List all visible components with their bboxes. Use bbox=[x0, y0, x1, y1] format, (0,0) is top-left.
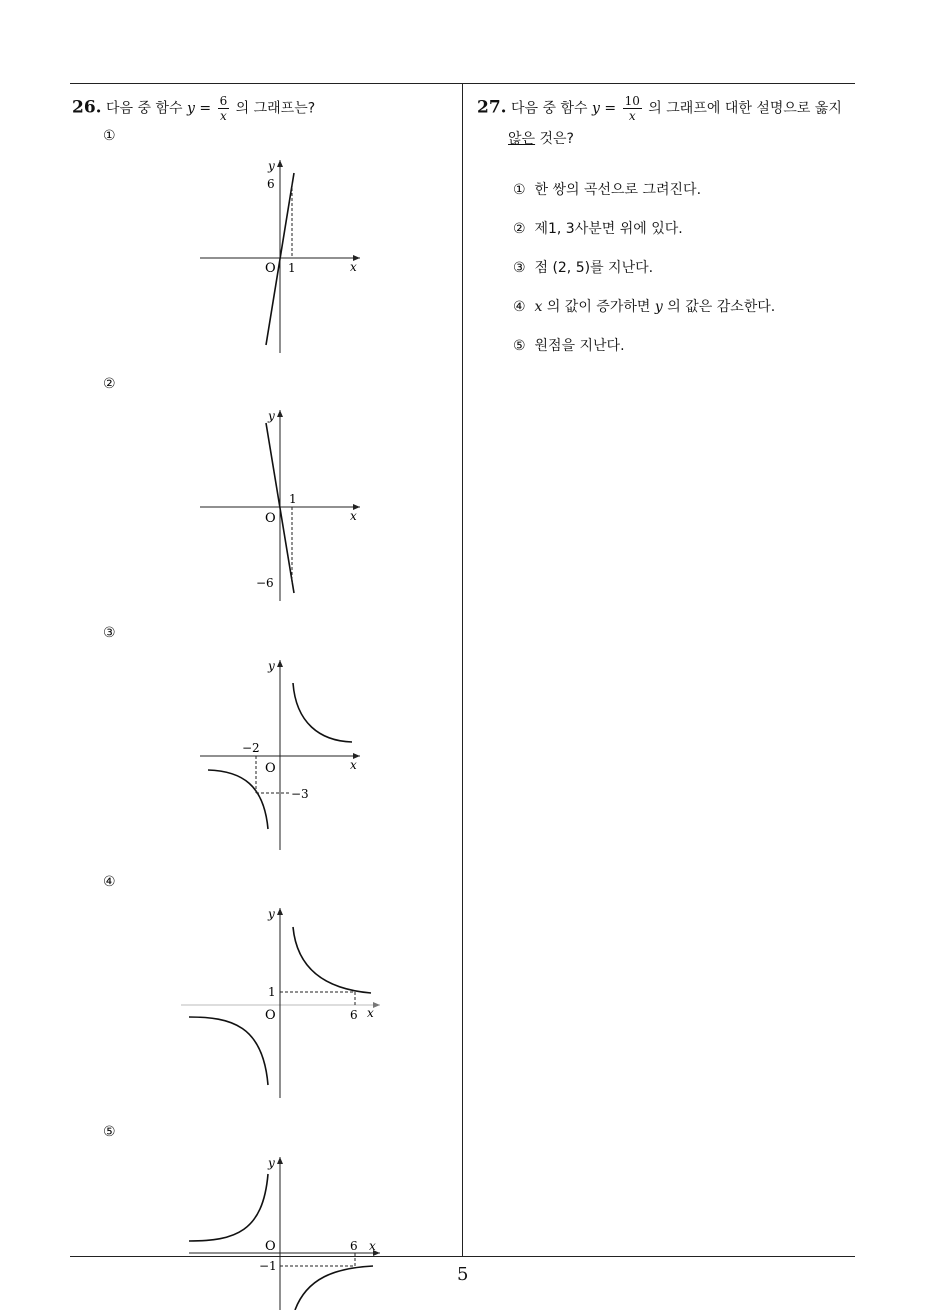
q26-option2-marker: ② bbox=[103, 376, 116, 392]
q26-option4-marker: ④ bbox=[103, 874, 116, 890]
q27-frac-den: x bbox=[628, 109, 636, 123]
option-marker: ⑤ bbox=[513, 338, 526, 354]
y-axis-label: y bbox=[268, 1156, 275, 1170]
option-marker: ② bbox=[513, 221, 526, 237]
x-tick-1: 1 bbox=[289, 492, 297, 506]
x-axis-label: x bbox=[367, 1006, 374, 1020]
q27-fraction bbox=[623, 94, 642, 123]
option-text: 원점을 지난다. bbox=[534, 338, 625, 354]
q26-option2-graph bbox=[190, 405, 370, 605]
q26-y-eq: y = bbox=[187, 100, 212, 117]
x-axis-label: x bbox=[350, 758, 357, 772]
y-tick-1: 1 bbox=[268, 985, 276, 999]
option-var-x: x bbox=[534, 299, 543, 315]
q26-number: 26. bbox=[72, 97, 102, 118]
option-marker: ④ bbox=[513, 299, 526, 315]
y-axis-label: y bbox=[268, 907, 275, 921]
q27-option4 bbox=[513, 296, 775, 316]
q27-header-line2 bbox=[508, 128, 574, 148]
q26-option4-graph bbox=[175, 903, 385, 1103]
option-text: 제1, 3사분면 위에 있다. bbox=[534, 221, 683, 237]
q26-text-after: 의 그래프는? bbox=[235, 100, 316, 117]
q27-option2 bbox=[513, 218, 683, 238]
origin-label: O bbox=[265, 511, 276, 526]
option-var-y: y bbox=[654, 299, 663, 315]
option-text-end: 의 값은 감소한다. bbox=[662, 299, 776, 315]
q27-text-after: 의 그래프에 대한 설명으로 옳지 bbox=[648, 100, 842, 117]
x-axis-label: x bbox=[369, 1239, 376, 1253]
x-tick-neg2: −2 bbox=[242, 741, 260, 755]
q26-fraction bbox=[218, 94, 230, 123]
option-marker: ③ bbox=[513, 260, 526, 276]
q26-header bbox=[72, 94, 315, 123]
origin-label: O bbox=[265, 761, 276, 776]
q27-number: 27. bbox=[477, 97, 507, 118]
column-divider bbox=[462, 83, 463, 1257]
q27-frac-num: 10 bbox=[624, 94, 640, 108]
q26-option5-graph bbox=[175, 1152, 385, 1310]
y-tick-6: 6 bbox=[267, 177, 275, 191]
q26-frac-num: 6 bbox=[219, 94, 228, 108]
option-text-mid: 의 값이 증가하면 bbox=[542, 299, 655, 315]
q27-header bbox=[477, 94, 842, 123]
y-axis-label: y bbox=[268, 659, 275, 673]
q26-option3-marker: ③ bbox=[103, 625, 116, 641]
q26-text-before: 다음 중 함수 bbox=[106, 100, 183, 117]
origin-label: O bbox=[265, 261, 276, 276]
q26-option1-marker: ① bbox=[103, 128, 116, 144]
y-tick-neg3: −3 bbox=[291, 787, 309, 801]
q27-option5 bbox=[513, 335, 625, 355]
x-axis-label: x bbox=[350, 260, 357, 274]
page-number: 5 bbox=[457, 1264, 469, 1285]
origin-label: O bbox=[265, 1008, 276, 1023]
x-axis-label: x bbox=[350, 509, 357, 523]
x-tick-6: 6 bbox=[350, 1008, 358, 1022]
y-axis-label: y bbox=[268, 159, 275, 173]
option-text: 점 (2, 5)를 지난다. bbox=[534, 260, 654, 276]
q27-option3 bbox=[513, 257, 653, 277]
y-axis-label: y bbox=[268, 409, 275, 423]
origin-label: O bbox=[265, 1239, 276, 1254]
option-text: 한 쌍의 곡선으로 그려진다. bbox=[534, 182, 702, 198]
option-marker: ① bbox=[513, 182, 526, 198]
x-tick-1: 1 bbox=[288, 261, 296, 275]
q27-underlined-word: 않은 bbox=[508, 131, 536, 147]
q26-option5-marker: ⑤ bbox=[103, 1124, 116, 1140]
q27-y-eq: y = bbox=[592, 100, 617, 117]
q26-frac-den: x bbox=[219, 109, 227, 123]
q27-option1 bbox=[513, 179, 701, 199]
y-tick-neg1: −1 bbox=[259, 1259, 277, 1273]
q27-text-before: 다음 중 함수 bbox=[511, 100, 588, 117]
q26-option1-graph bbox=[190, 155, 370, 360]
q26-option3-graph bbox=[190, 655, 370, 855]
y-tick-neg6: −6 bbox=[256, 576, 274, 590]
q27-line2-rest: 것은? bbox=[535, 131, 574, 147]
x-tick-6: 6 bbox=[350, 1239, 358, 1253]
